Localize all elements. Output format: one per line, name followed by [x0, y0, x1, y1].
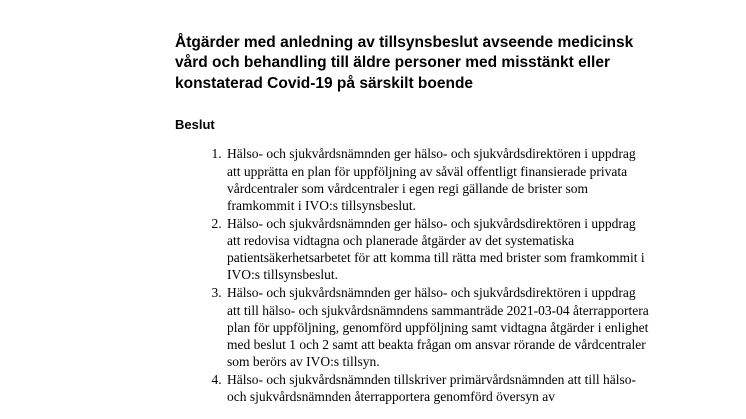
list-item: 1. Hälso- och sjukvårdsnämnden ger hälso- och sjukvårdsdirektören i uppdrag att upprätta en plan för uppföljning av såväl offentligt finansierade privata vårdcentraler som vårdcentraler i egen regi gällande de brister som framkommit i IVO:s tillsynsbeslut. — [225, 145, 649, 214]
document-content — [175, 33, 649, 406]
section-heading-beslut: Beslut — [175, 117, 215, 133]
list-item: 2. Hälso- och sjukvårdsnämnden ger hälso- och sjukvårdsdirektören i uppdrag att redovisa vidtagna och planerade åtgärder av det systematiska patientsäkerhetsarbetet för att komma till rätta med brister som framkommit i IVO:s tillsynsbeslut. — [225, 215, 649, 284]
document-title: Åtgärder med anledning av tillsynsbeslut avseende medicinsk vård och behandling till äldre personer med misstänkt eller konstaterad Covid-19 på särskilt boende — [175, 34, 634, 92]
list-item: 4. Hälso- och sjukvårdsnämnden tillskriver primärvårdsnämnden att till hälso- och sjukvårdsnämnden återrapportera genomförd översyn av — [225, 371, 649, 405]
list-item: 3. Hälso- och sjukvårdsnämnden ger hälso- och sjukvårdsdirektören i uppdrag att till hälso- och sjukvårdsnämndens sammanträde 2021-03-04 återrapportera plan för uppföljning, genomförd uppföljning samt vidtagna åtgärder i enlighet med beslut 1 och 2 samt att beakta frågan om ansvar rörande de vårdcentraler som berörs av IVO:s tillsyn. — [225, 284, 649, 370]
decision-list — [175, 145, 649, 405]
